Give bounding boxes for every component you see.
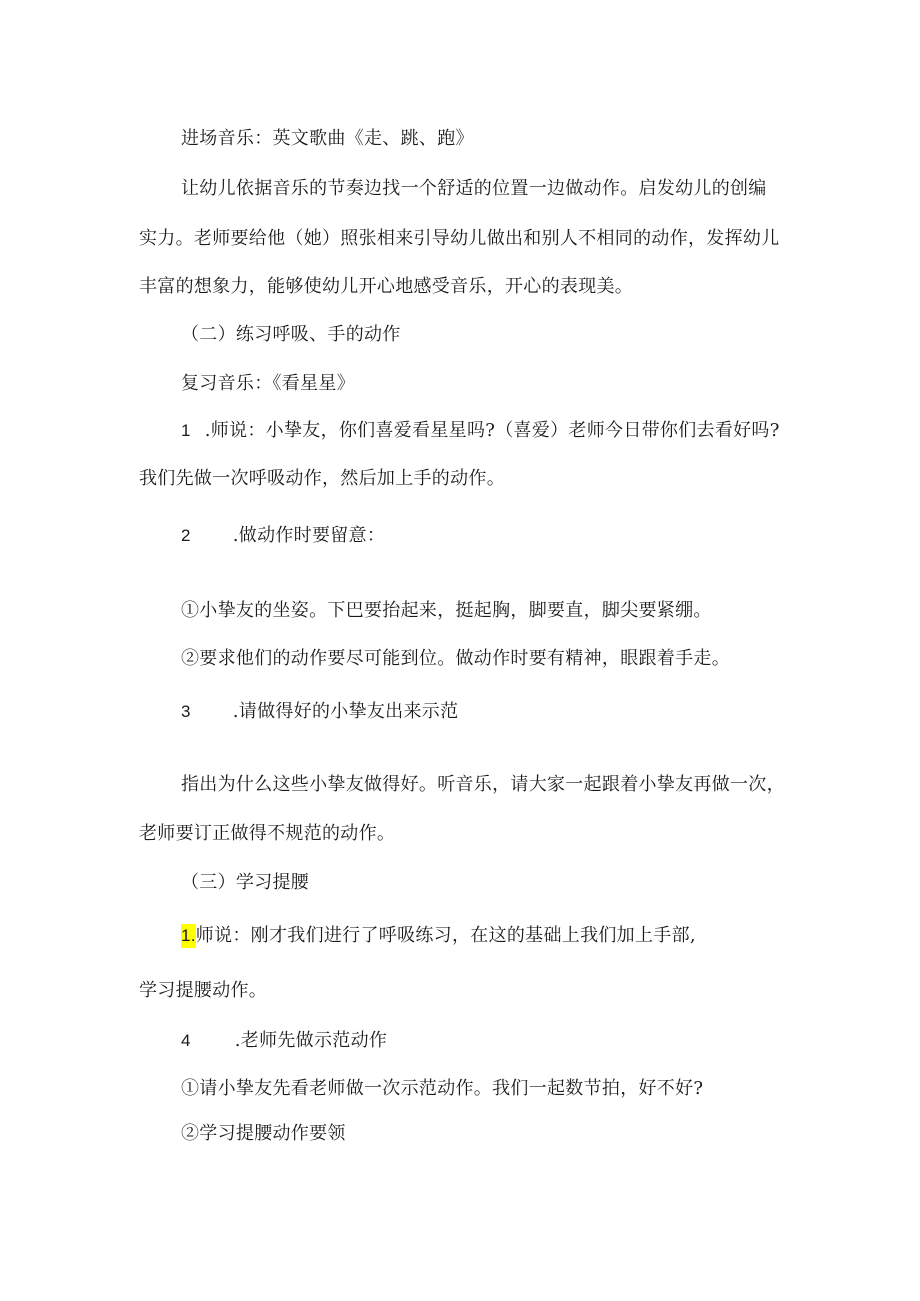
paragraph-line: ②学习提腰动作要领 <box>181 1123 346 1144</box>
list-number: 3 <box>181 702 191 721</box>
paragraph-line: ①小挚友的坐姿。下巴要抬起来，挺起胸，脚要直，脚尖要紧绷。 <box>181 600 712 621</box>
list-text: .做动作时要留意： <box>232 525 386 546</box>
list-number: 2 <box>181 526 191 545</box>
section-heading-2: （二）练习呼吸、手的动作 <box>181 324 401 345</box>
paragraph-review-music: 复习音乐：《看星星》 <box>181 373 355 394</box>
list-item-3 <box>181 700 458 724</box>
list-item-1 <box>181 419 780 443</box>
list-text: .请做得好的小挚友出来示范 <box>232 701 459 722</box>
list-item-2 <box>181 524 385 548</box>
paragraph-entry-music: 进场音乐：英文歌曲《走、跳、跑》 <box>181 128 474 149</box>
paragraph-line: 我们先做一次呼吸动作，然后加上手的动作。 <box>139 468 505 489</box>
paragraph-line: 让幼儿依据音乐的节奏边找一个舒适的位置一边做动作。启发幼儿的创编 <box>181 178 767 199</box>
paragraph-line: 实力。老师要给他（她）照张相来引导幼儿做出和别人不相同的动作，发挥幼儿 <box>139 228 780 249</box>
list-number: 4 <box>181 1031 191 1050</box>
paragraph-line: ①请小挚友先看老师做一次示范动作。我们一起数节拍，好不好? <box>181 1078 704 1099</box>
list-item-1-highlighted <box>181 924 696 948</box>
highlighted-list-number: 1. <box>181 924 196 948</box>
section-heading-3: （三）学习提腰 <box>181 872 310 893</box>
paragraph-line: ②要求他们的动作要尽可能到位。做动作时要有精神，眼跟着手走。 <box>181 648 730 669</box>
list-text: .师说：小挚友，你们喜爱看星星吗?（喜爱）老师今日带你们去看好吗? <box>204 420 780 441</box>
list-text: .老师先做示范动作 <box>234 1030 388 1051</box>
list-text: 师说：刚才我们进行了呼吸练习，在这的基础上我们加上手部, <box>195 925 696 946</box>
paragraph-line: 丰富的想象力，能够使幼儿开心地感受音乐，开心的表现美。 <box>139 276 634 297</box>
list-number: 1 <box>181 421 191 440</box>
paragraph-line: 指出为什么这些小挚友做得好。听音乐，请大家一起跟着小挚友再做一次， <box>181 774 785 795</box>
paragraph-line: 老师要订正做得不规范的动作。 <box>139 823 396 844</box>
list-item-4 <box>181 1029 387 1053</box>
paragraph-line: 学习提腰动作。 <box>139 980 268 1001</box>
